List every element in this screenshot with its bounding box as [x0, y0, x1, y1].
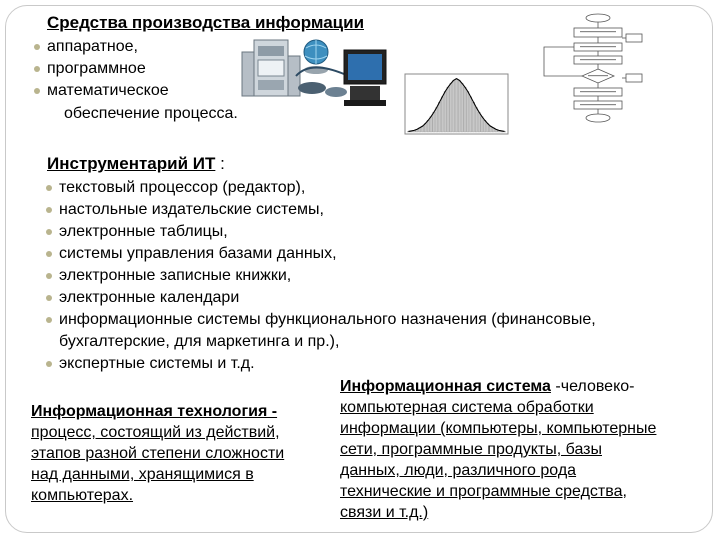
is-term-suffix: -человеко-: [550, 378, 635, 395]
chart-bar: [453, 80, 455, 132]
it-definition: [31, 401, 284, 506]
is-line: технические и программные средства,: [340, 483, 627, 500]
is-line: компьютерная система обработки: [340, 399, 594, 416]
is-definition: [340, 376, 656, 523]
is-line: данных, люди, различного рода: [340, 462, 577, 479]
is-term-line: [340, 376, 656, 397]
chart-bar: [441, 97, 443, 132]
list-item: настольные издательские системы,: [45, 199, 596, 221]
list-item: экспертные системы и т.д.: [45, 353, 596, 375]
production-list: [33, 36, 169, 102]
list-item: электронные записные книжки,: [45, 265, 596, 287]
list-item: электронные календари: [45, 287, 596, 309]
chart-bar: [472, 102, 474, 132]
is-line: связи и т.д.): [340, 504, 429, 521]
flowchart-diagram: [540, 10, 648, 138]
it-line: компьютерах.: [31, 487, 134, 504]
chart-bar: [444, 91, 446, 132]
server-icon: [242, 40, 300, 96]
chart-bar: [461, 83, 463, 132]
tools-list: [45, 177, 596, 375]
chart-bar: [475, 107, 477, 132]
monitor-icon: [344, 50, 386, 106]
chart-bar: [470, 97, 472, 132]
production-continuation: обеспечение процесса.: [64, 105, 238, 122]
chart-bar: [447, 87, 449, 132]
chart-bar: [433, 112, 435, 132]
chart-bar: [478, 112, 480, 132]
hardware-illustration: [240, 30, 390, 108]
list-item: программное: [33, 58, 169, 80]
it-line: этапов разной степени сложности: [31, 445, 285, 462]
tools-heading: [47, 154, 225, 174]
it-term: Информационная технология -: [31, 403, 278, 420]
it-line: процесс, состоящий из действий,: [31, 424, 280, 441]
is-term: Информационная система: [340, 378, 551, 395]
tools-title: Инструментарий ИТ: [47, 154, 216, 173]
list-item: системы управления базами данных,: [45, 243, 596, 265]
tools-title-suffix: :: [215, 154, 225, 173]
production-title: Средства производства информации: [47, 13, 365, 32]
chart-bar: [430, 117, 432, 132]
chart-bar: [427, 120, 429, 132]
chart-bar: [484, 120, 486, 132]
it-line: над данными, хранящимися в: [31, 466, 254, 483]
chart-bar: [467, 91, 469, 132]
is-line: сети, программные продукты, базы: [340, 441, 602, 458]
chart-bar: [436, 107, 438, 132]
list-item: математическое: [33, 80, 169, 102]
is-line: информации (компьютеры, компьютерные: [340, 420, 657, 437]
chart-bar: [455, 79, 457, 132]
chart-bar: [438, 102, 440, 132]
distribution-chart: [397, 72, 512, 144]
list-item: аппаратное,: [33, 36, 169, 58]
chart-bar: [464, 87, 466, 132]
list-item: информационные системы функционального назначения (финансовые,: [45, 309, 596, 331]
chart-bar: [481, 117, 483, 132]
chart-bar: [458, 80, 460, 132]
list-item: текстовый процессор (редактор),: [45, 177, 596, 199]
list-item-continuation: бухгалтерские, для маркетинга и пр.),: [59, 333, 340, 350]
list-item: электронные таблицы,: [45, 221, 596, 243]
chart-bar: [450, 83, 452, 132]
